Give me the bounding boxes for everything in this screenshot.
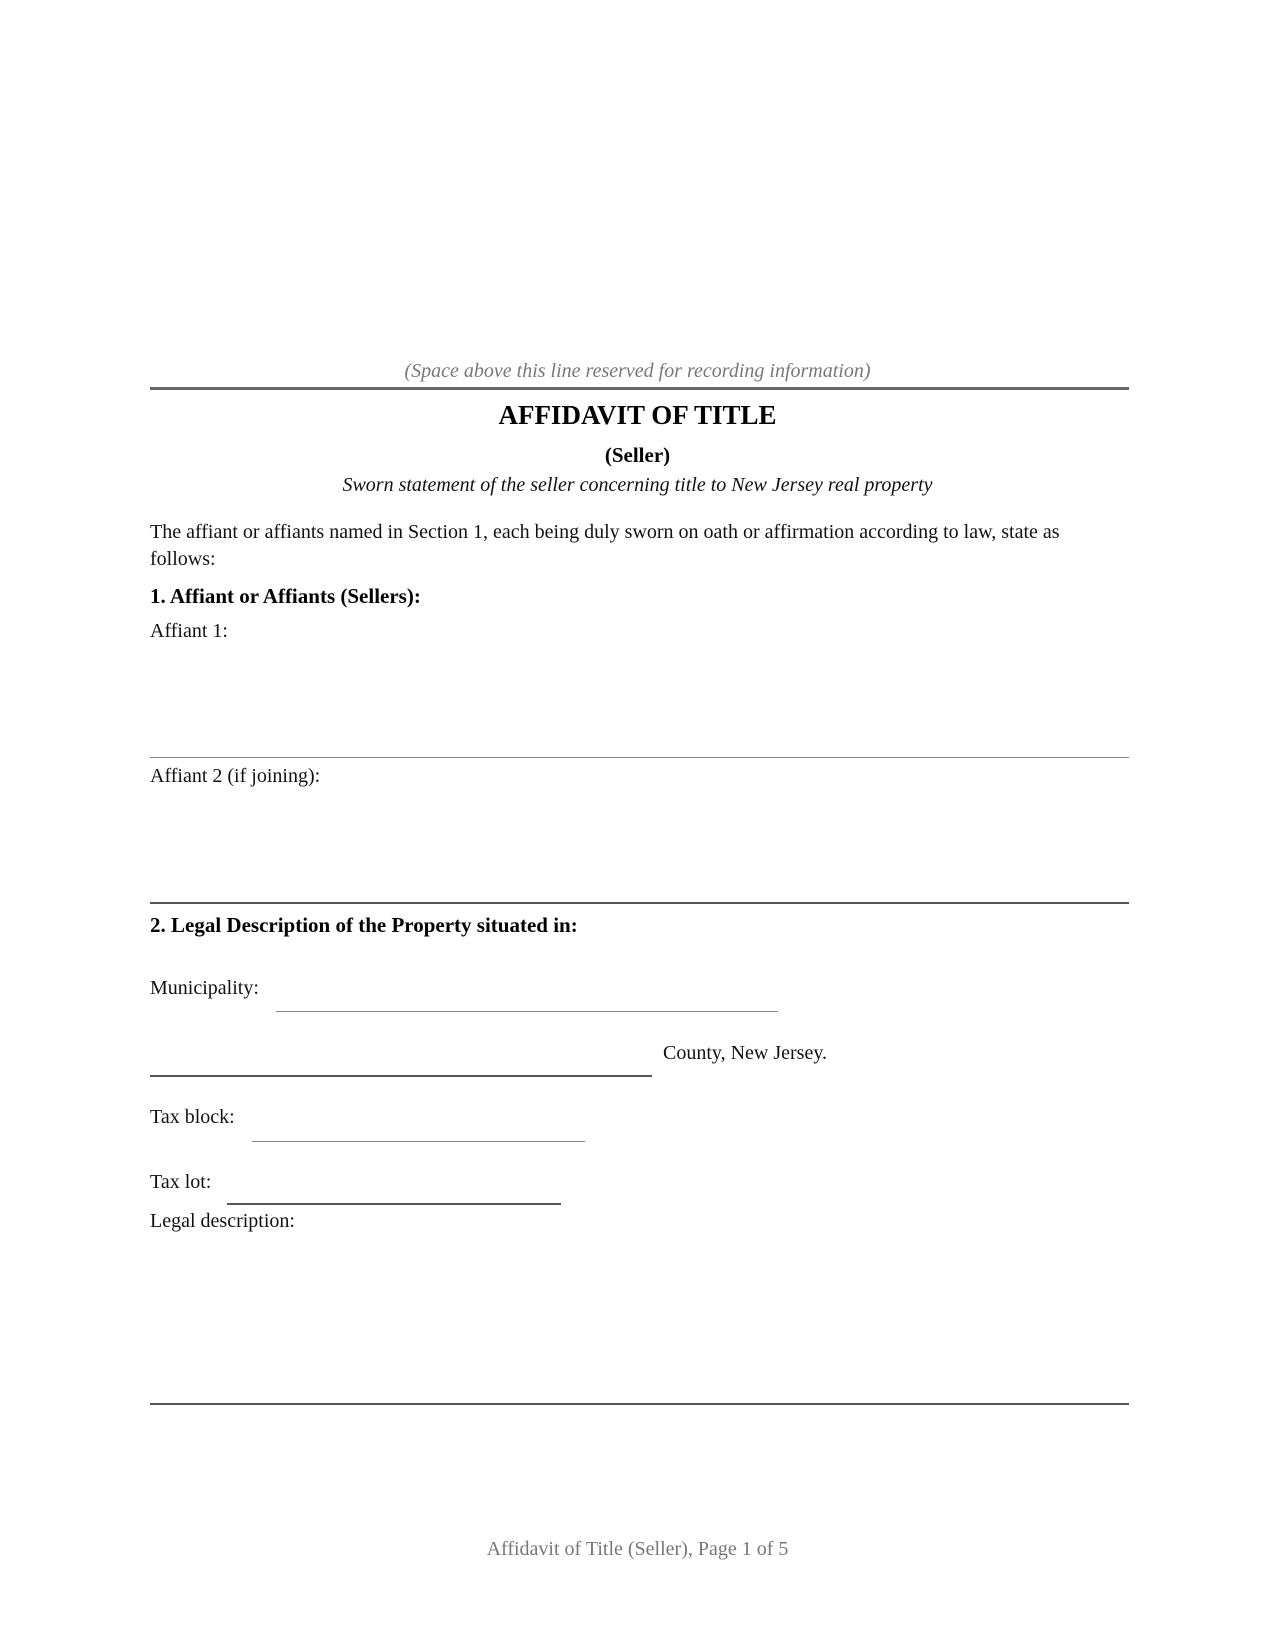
municipality-field[interactable] bbox=[276, 977, 778, 1009]
municipality-label: Municipality: bbox=[150, 977, 259, 999]
intro-paragraph: The affiant or affiants named in Section 1, each being duly sworn on oath or affirmation according to law, state as follows: bbox=[150, 521, 1060, 570]
affiant2-underline bbox=[150, 902, 1129, 904]
legal-description-field[interactable] bbox=[150, 1238, 1129, 1400]
legal-description-label: Legal description: bbox=[150, 1210, 295, 1232]
recording-divider bbox=[150, 387, 1129, 390]
affiant1-underline bbox=[150, 757, 1129, 758]
section1-heading: 1. Affiant or Affiants (Sellers): bbox=[150, 584, 421, 608]
affiant2-field[interactable] bbox=[150, 793, 1129, 898]
tax-block-underline bbox=[252, 1141, 585, 1142]
tax-lot-underline bbox=[227, 1203, 561, 1205]
tax-block-label: Tax block: bbox=[150, 1106, 235, 1128]
affiant1-label: Affiant 1: bbox=[150, 620, 228, 642]
document-title: AFFIDAVIT OF TITLE bbox=[498, 400, 777, 430]
section2-heading: 2. Legal Description of the Property situated in: bbox=[150, 913, 578, 937]
county-underline bbox=[150, 1075, 652, 1077]
affiant2-label: Affiant 2 (if joining): bbox=[150, 765, 321, 787]
tax-lot-label: Tax lot: bbox=[150, 1171, 212, 1193]
county-field[interactable] bbox=[150, 1042, 652, 1074]
county-suffix: County, New Jersey. bbox=[663, 1042, 828, 1064]
page-footer: Affidavit of Title (Seller), Page 1 of 5 bbox=[486, 1538, 789, 1560]
legal-description-underline bbox=[150, 1403, 1129, 1405]
document-subtitle: (Seller) bbox=[604, 443, 671, 467]
tax-block-field[interactable] bbox=[252, 1106, 585, 1138]
recording-space-note: (Space above this line reserved for recording information) bbox=[404, 360, 871, 382]
municipality-underline bbox=[276, 1011, 778, 1012]
tax-lot-field[interactable] bbox=[227, 1171, 561, 1203]
affiant1-field[interactable] bbox=[150, 648, 1129, 754]
document-tagline: Sworn statement of the seller concerning title to New Jersey real property bbox=[342, 474, 933, 496]
